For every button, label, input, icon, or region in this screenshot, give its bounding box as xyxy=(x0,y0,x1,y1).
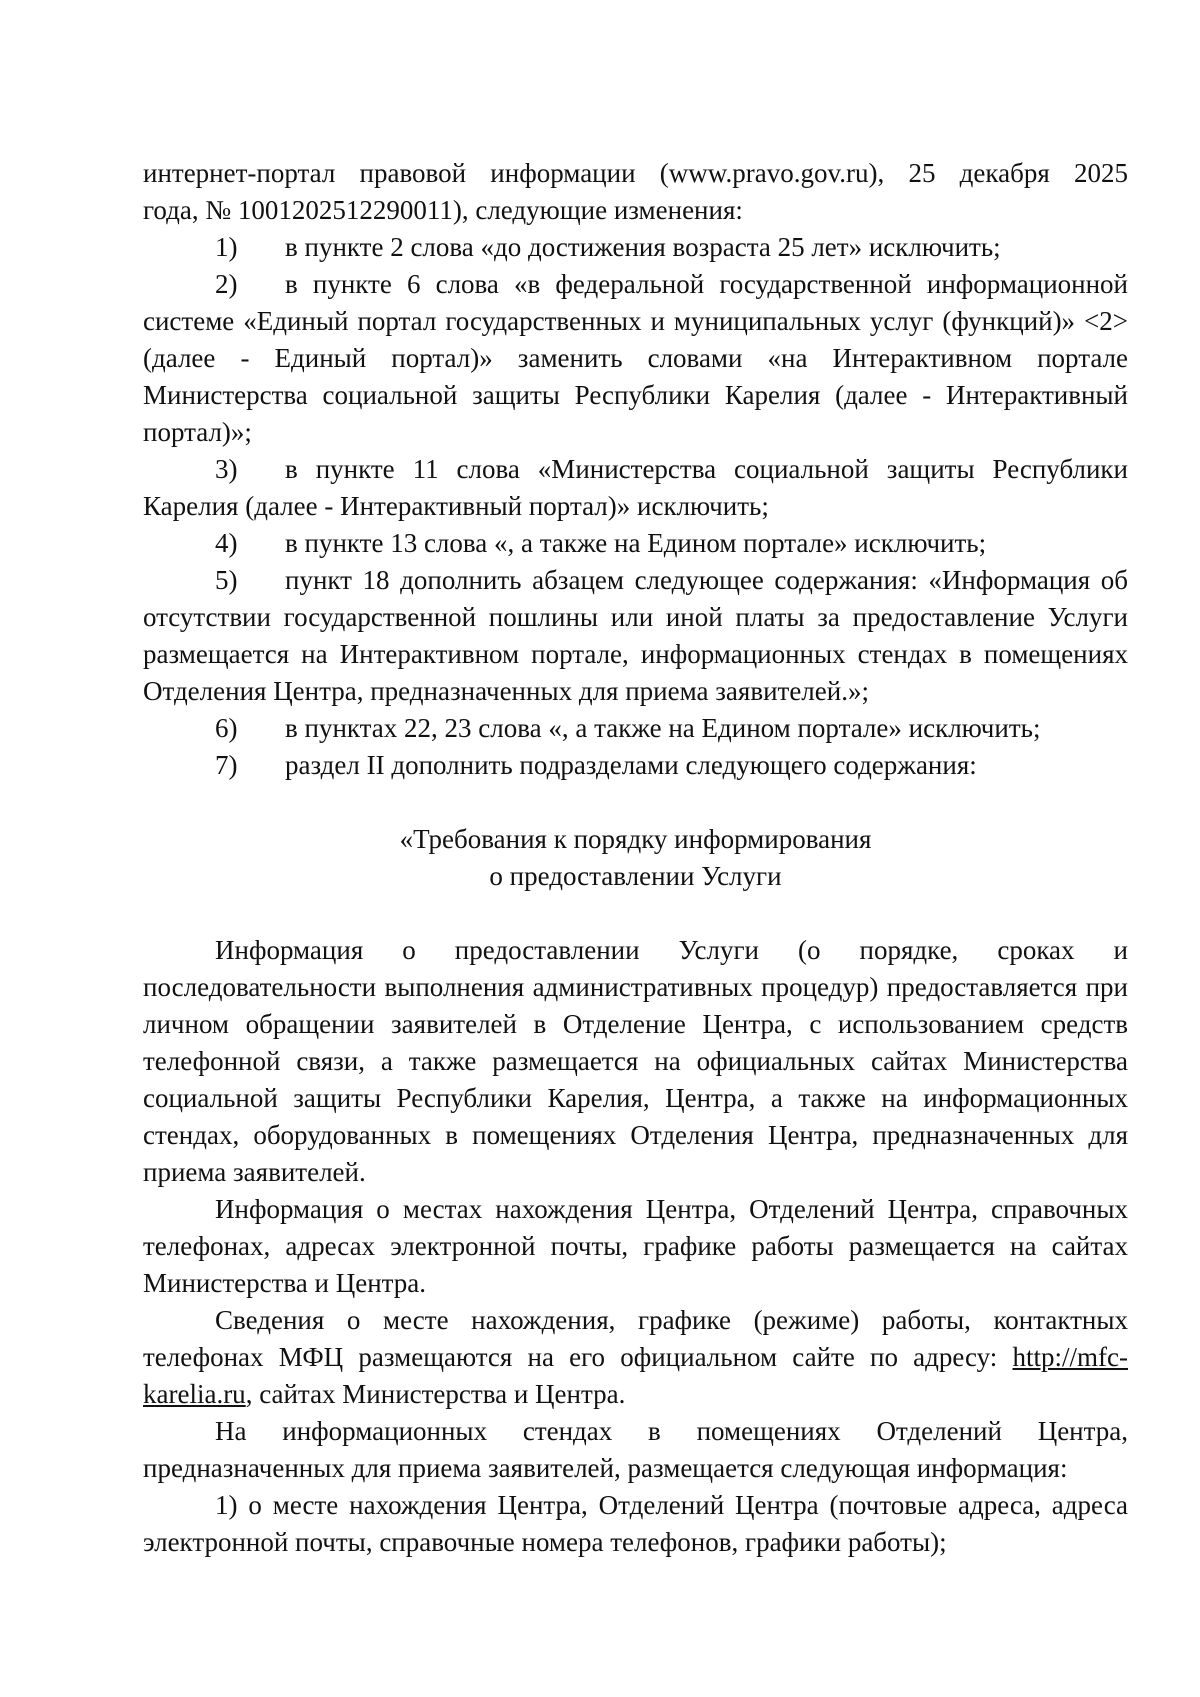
item-number: 3) xyxy=(215,454,238,484)
list-item xyxy=(143,747,1128,784)
paragraph-mfc xyxy=(143,1302,1128,1413)
item-number: 4) xyxy=(215,528,238,558)
paragraph-info-provision: Информация о предоставлении Услуги (о порядке, сроках и последовательности выполнения административных процедур) предоставляется при личном обращении заявителей в Отделение Центра, с использованием средств телефонной связи, а также размещается на официальных сайтах Министерства социальной защиты Республики Карелия, Центра, а также на информационных стендах, оборудованных в помещениях Отделения Центра, предназначенных для приема заявителей. xyxy=(143,935,1128,1187)
item-text: в пункте 6 слова «в федеральной государственной информационной системе «Единый портал государственных и муниципальных услуг (функций)» <2> (далее - Единый портал)» заменить словами «на Интерактивном портале Министерства социальной защиты Республики Карелия (далее - Интерактивный портал)»; xyxy=(143,269,1128,447)
item-number: 7) xyxy=(215,750,238,780)
paragraph-stands: На информационных стендах в помещениях Отделений Центра, предназначенных для приема заявителей, размещается следующая информация: xyxy=(143,1416,1128,1483)
amendment-list xyxy=(143,229,1128,784)
list-item xyxy=(143,266,1128,451)
item-number: 6) xyxy=(215,713,238,743)
list-item xyxy=(143,229,1128,266)
item-number: 5) xyxy=(215,565,238,595)
document-page xyxy=(143,155,1128,1561)
intro-line-1: интернет-портал правовой информации (www.pravo.gov.ru), 25 декабря 2025 xyxy=(143,158,1128,188)
heading-line-1: «Требования к порядку информирования xyxy=(399,824,872,854)
item-text: в пунктах 22, 23 слова «, а также на Едином портале» исключить; xyxy=(285,713,1041,743)
item-text: пункт 18 дополнить абзацем следующее содержания: «Информация об отсутствии государственной пошлины или иной платы за предоставление Услуги размещается на Интерактивном портале, информационных стендах в помещениях Отделения Центра, предназначенных для приема заявителей.»; xyxy=(143,565,1128,706)
mfc-website-link[interactable]: http://mfc-karelia.ru xyxy=(143,1342,1128,1409)
item-number: 2) xyxy=(215,269,238,299)
paragraph-stands-item-1: 1) о месте нахождения Центра, Отделений Центра (почтовые адреса, адреса электронной почты, справочные номера телефонов, графики работы); xyxy=(143,1490,1128,1557)
item-text: раздел II дополнить подразделами следующего содержания: xyxy=(285,750,977,780)
item-number: 1) xyxy=(215,232,238,262)
item-text: в пункте 13 слова «, а также на Едином портале» исключить; xyxy=(285,528,987,558)
mfc-text-after: , сайтах Министерства и Центра. xyxy=(245,1379,626,1409)
paragraph-locations: Информация о местах нахождения Центра, Отделений Центра, справочных телефонах, адресах электронной почты, графике работы размещается на сайтах Министерства и Центра. xyxy=(143,1194,1128,1298)
item-text: в пункте 11 слова «Министерства социальной защиты Республики Карелия (далее - Интерактивный портал)» исключить; xyxy=(143,454,1128,521)
mfc-text-before: Сведения о месте нахождения, графике (режиме) работы, контактных телефонах МФЦ размещаются на его официальном сайте по адресу: xyxy=(143,1305,1128,1372)
item-text: в пункте 2 слова «до достижения возраста 25 лет» исключить; xyxy=(285,232,1001,262)
list-item xyxy=(143,710,1128,747)
heading-line-2: о предоставлении Услуги xyxy=(489,861,782,891)
list-item xyxy=(143,562,1128,710)
section-heading xyxy=(143,821,1128,895)
intro-line-2: года, № 1001202512290011), следующие изменения: xyxy=(143,195,743,225)
list-item xyxy=(143,451,1128,525)
list-item xyxy=(143,525,1128,562)
